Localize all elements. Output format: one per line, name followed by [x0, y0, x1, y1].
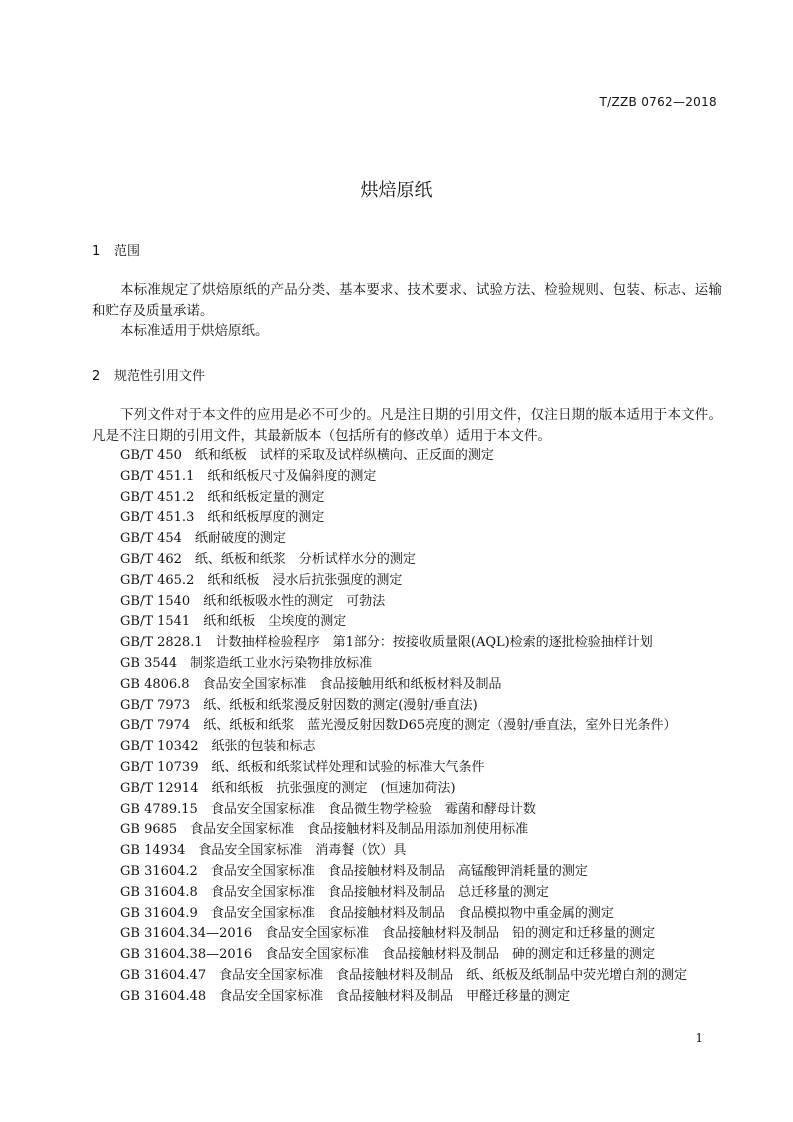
reference-item: GB/T 454 纸耐破度的测定 [120, 531, 286, 547]
section-1-heading [92, 240, 140, 259]
document-title: 烘焙原纸 [360, 180, 433, 201]
section-1-paragraph-1: 本标准规定了烘焙原纸的产品分类、基本要求、技术要求、试验方法、检验规则、包装、标志、运输和贮存及质量承诺。 [92, 282, 722, 319]
reference-item: GB 3544 制浆造纸工业水污染物排放标准 [120, 655, 373, 671]
section-2-number: 2 [92, 369, 101, 384]
reference-list [120, 446, 687, 1008]
standard-code: T/ZZB 0762—2018 [599, 95, 717, 109]
reference-item: GB/T 1541 纸和纸板 尘埃度的测定 [120, 614, 347, 630]
reference-item: GB/T 7973 纸、纸板和纸浆漫反射因数的测定(漫射/垂直法) [120, 697, 478, 713]
reference-item: GB/T 462 纸、纸板和纸浆 分析试样水分的测定 [120, 551, 416, 567]
reference-item: GB 31604.2 食品安全国家标准 食品接触材料及制品 高锰酸钾消耗量的测定 [120, 863, 588, 879]
section-2-heading [92, 365, 205, 384]
reference-item: GB 31604.8 食品安全国家标准 食品接触材料及制品 总迁移量的测定 [120, 884, 549, 900]
section-1-title: 范围 [114, 244, 141, 259]
reference-item: GB 31604.9 食品安全国家标准 食品接触材料及制品 食品模拟物中重金属的测定 [120, 905, 614, 921]
reference-item: GB/T 465.2 纸和纸板 浸水后抗张强度的测定 [120, 572, 403, 588]
reference-item: GB 31604.34—2016 食品安全国家标准 食品接触材料及制品 铅的测定和迁移量的测定 [120, 926, 656, 942]
reference-item: GB 31604.47 食品安全国家标准 食品接触材料及制品 纸、纸板及纸制品中荧光增白剂的测定 [120, 967, 688, 983]
reference-item: GB/T 10342 纸张的包装和标志 [120, 739, 316, 755]
page-number: 1 [695, 1031, 703, 1045]
section-1-number: 1 [92, 244, 101, 259]
reference-item: GB 4806.8 食品安全国家标准 食品接触用纸和纸板材料及制品 [120, 676, 502, 692]
section-1-paragraph-2: 本标准适用于烘焙原纸。 [120, 323, 269, 339]
reference-item: GB 9685 食品安全国家标准 食品接触材料及制品用添加剂使用标准 [120, 822, 529, 838]
section-2-title: 规范性引用文件 [114, 369, 206, 384]
reference-item: GB/T 10739 纸、纸板和纸浆试样处理和试验的标准大气条件 [120, 759, 485, 775]
reference-item: GB 14934 食品安全国家标准 消毒餐（饮）具 [120, 843, 407, 859]
reference-item: GB/T 1540 纸和纸板吸水性的测定 可勃法 [120, 593, 386, 609]
reference-item: GB 4789.15 食品安全国家标准 食品微生物学检验 霉菌和酵母计数 [120, 801, 536, 817]
reference-item: GB 31604.38—2016 食品安全国家标准 食品接触材料及制品 砷的测定和迁移量的测定 [120, 947, 656, 963]
section-2-intro: 下列文件对于本文件的应用是必不可少的。凡是注日期的引用文件，仅注日期的版本适用于本文件。凡是不注日期的引用文件，其最新版本（包括所有的修改单）适用于本文件。 [92, 407, 722, 444]
reference-item: GB/T 450 纸和纸板 试样的采取及试样纵横向、正反面的测定 [120, 448, 494, 463]
reference-item: GB 31604.48 食品安全国家标准 食品接触材料及制品 甲醛迁移量的测定 [120, 988, 571, 1004]
reference-item: GB/T 7974 纸、纸板和纸浆 蓝光漫反射因数D65亮度的测定（漫射/垂直法，室外日光条件） [120, 718, 677, 734]
reference-item: GB/T 451.2 纸和纸板定量的测定 [120, 489, 325, 505]
reference-item: GB/T 451.1 纸和纸板尺寸及偏斜度的测定 [120, 468, 377, 484]
reference-item: GB/T 2828.1 计数抽样检验程序 第1部分：按接收质量限(AQL)检索的逐批检验抽样计划 [120, 635, 653, 651]
reference-item: GB/T 451.3 纸和纸板厚度的测定 [120, 510, 325, 526]
reference-item: GB/T 12914 纸和纸板 抗张强度的测定 (恒速加荷法) [120, 780, 456, 796]
